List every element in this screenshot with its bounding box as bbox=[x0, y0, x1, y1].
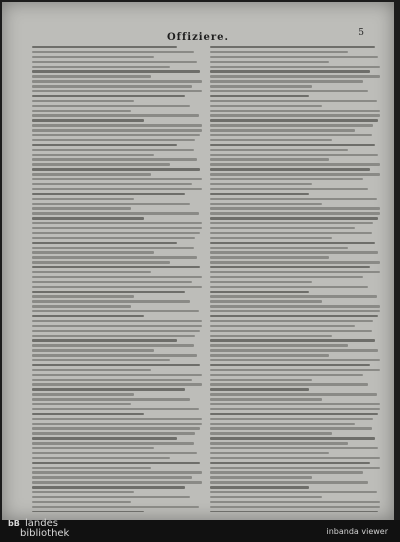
text-line-placeholder bbox=[32, 75, 151, 77]
text-line-placeholder bbox=[32, 154, 154, 156]
text-line-placeholder bbox=[32, 393, 134, 395]
text-line-placeholder bbox=[32, 217, 144, 219]
text-line-placeholder bbox=[210, 222, 373, 224]
text-line-placeholder bbox=[32, 462, 200, 464]
text-line-placeholder bbox=[210, 344, 348, 346]
text-line-placeholder bbox=[32, 325, 202, 327]
text-line-placeholder bbox=[210, 418, 373, 420]
text-line-placeholder bbox=[210, 408, 380, 410]
text-line-placeholder bbox=[32, 203, 190, 205]
text-line-placeholder bbox=[210, 266, 370, 268]
text-line-placeholder bbox=[210, 462, 370, 464]
text-line-placeholder bbox=[210, 129, 355, 131]
text-line-placeholder bbox=[210, 442, 348, 444]
text-line-placeholder bbox=[210, 154, 378, 156]
text-line-placeholder bbox=[32, 261, 170, 263]
text-line-placeholder bbox=[32, 423, 202, 425]
text-line-placeholder bbox=[210, 413, 378, 415]
text-line-placeholder bbox=[210, 217, 378, 219]
text-line-placeholder bbox=[32, 476, 192, 478]
text-line-placeholder bbox=[210, 325, 355, 327]
text-line-placeholder bbox=[210, 339, 375, 341]
text-line-placeholder bbox=[210, 247, 348, 249]
text-line-placeholder bbox=[210, 437, 375, 439]
text-line-placeholder bbox=[210, 163, 380, 165]
text-line-placeholder bbox=[32, 232, 200, 234]
text-line-placeholder bbox=[32, 276, 202, 278]
text-line-placeholder bbox=[210, 496, 322, 498]
text-line-placeholder bbox=[32, 188, 202, 190]
text-line-placeholder bbox=[32, 286, 202, 288]
text-line-placeholder bbox=[32, 61, 197, 63]
text-line-placeholder bbox=[32, 198, 134, 200]
text-line-placeholder bbox=[210, 134, 372, 136]
text-line-placeholder bbox=[210, 310, 380, 312]
text-line-placeholder bbox=[32, 408, 199, 410]
text-line-placeholder bbox=[210, 183, 312, 185]
text-line-placeholder bbox=[32, 173, 151, 175]
text-line-placeholder bbox=[210, 188, 368, 190]
text-line-placeholder bbox=[210, 56, 378, 58]
text-line-placeholder bbox=[32, 432, 195, 434]
text-line-placeholder bbox=[210, 383, 368, 385]
text-line-placeholder bbox=[32, 364, 200, 366]
text-line-placeholder bbox=[210, 212, 380, 214]
text-line-placeholder bbox=[32, 506, 199, 508]
text-line-placeholder bbox=[32, 359, 170, 361]
text-line-placeholder bbox=[32, 134, 200, 136]
text-line-placeholder bbox=[32, 281, 192, 283]
text-line-placeholder bbox=[32, 46, 177, 48]
text-line-placeholder bbox=[32, 305, 131, 307]
text-line-placeholder bbox=[32, 501, 131, 503]
text-line-placeholder bbox=[210, 403, 380, 405]
text-line-placeholder bbox=[210, 95, 309, 97]
page-heading: Offiziere. bbox=[166, 32, 230, 43]
text-line-placeholder bbox=[32, 320, 202, 322]
text-line-placeholder bbox=[32, 295, 134, 297]
text-line-placeholder bbox=[32, 193, 185, 195]
text-line-placeholder bbox=[210, 114, 380, 116]
text-line-placeholder bbox=[210, 398, 322, 400]
text-line-placeholder bbox=[210, 178, 363, 180]
text-line-placeholder bbox=[210, 232, 372, 234]
text-line-placeholder bbox=[32, 110, 131, 112]
text-line-placeholder bbox=[210, 330, 372, 332]
text-line-placeholder bbox=[210, 286, 368, 288]
text-line-placeholder bbox=[32, 330, 200, 332]
text-column-right bbox=[210, 46, 380, 512]
text-line-placeholder bbox=[210, 291, 309, 293]
text-line-placeholder bbox=[210, 476, 312, 478]
text-line-placeholder bbox=[32, 369, 151, 371]
text-line-placeholder bbox=[210, 168, 370, 170]
text-line-placeholder bbox=[210, 110, 380, 112]
text-line-placeholder bbox=[210, 300, 322, 302]
text-line-placeholder bbox=[210, 198, 377, 200]
text-line-placeholder bbox=[210, 481, 368, 483]
text-line-placeholder bbox=[32, 242, 177, 244]
text-columns bbox=[32, 46, 380, 512]
text-line-placeholder bbox=[32, 237, 195, 239]
text-line-placeholder bbox=[210, 369, 380, 371]
text-line-placeholder bbox=[32, 335, 195, 337]
text-line-placeholder bbox=[210, 149, 348, 151]
text-line-placeholder bbox=[32, 129, 202, 131]
text-line-placeholder bbox=[210, 70, 370, 72]
viewer-footer bbox=[0, 520, 400, 542]
text-line-placeholder bbox=[32, 114, 199, 116]
text-line-placeholder bbox=[32, 163, 170, 165]
text-line-placeholder bbox=[210, 251, 378, 253]
text-line-placeholder bbox=[210, 85, 312, 87]
text-line-placeholder bbox=[210, 349, 378, 351]
text-line-placeholder bbox=[32, 511, 144, 512]
text-line-placeholder bbox=[32, 51, 194, 53]
text-line-placeholder bbox=[210, 295, 377, 297]
text-line-placeholder bbox=[32, 471, 202, 473]
text-line-placeholder bbox=[210, 90, 368, 92]
text-line-placeholder bbox=[210, 320, 373, 322]
text-line-placeholder bbox=[210, 388, 309, 390]
text-line-placeholder bbox=[32, 256, 197, 258]
text-line-placeholder bbox=[32, 452, 197, 454]
logo-mark: bB bbox=[8, 519, 20, 528]
text-line-placeholder bbox=[210, 423, 355, 425]
text-line-placeholder bbox=[32, 388, 185, 390]
text-line-placeholder bbox=[210, 467, 380, 469]
text-line-placeholder bbox=[32, 344, 194, 346]
logo-text-bibliothek: bibliothek bbox=[20, 528, 70, 539]
page-number: 5 bbox=[358, 28, 364, 38]
text-line-placeholder bbox=[210, 447, 378, 449]
text-line-placeholder bbox=[32, 149, 194, 151]
text-line-placeholder bbox=[210, 46, 375, 48]
text-line-placeholder bbox=[210, 124, 373, 126]
text-line-placeholder bbox=[210, 457, 380, 459]
text-line-placeholder bbox=[32, 80, 202, 82]
text-line-placeholder bbox=[32, 457, 170, 459]
text-line-placeholder bbox=[32, 100, 134, 102]
text-line-placeholder bbox=[32, 486, 185, 488]
text-line-placeholder bbox=[32, 315, 144, 317]
text-line-placeholder bbox=[210, 511, 378, 512]
text-column-left bbox=[32, 46, 202, 512]
text-line-placeholder bbox=[32, 178, 202, 180]
text-line-placeholder bbox=[210, 276, 363, 278]
text-line-placeholder bbox=[32, 374, 202, 376]
text-line-placeholder bbox=[32, 247, 194, 249]
text-line-placeholder bbox=[210, 335, 332, 337]
text-line-placeholder bbox=[32, 418, 202, 420]
text-line-placeholder bbox=[32, 90, 202, 92]
text-line-placeholder bbox=[32, 427, 200, 429]
text-line-placeholder bbox=[210, 80, 363, 82]
text-line-placeholder bbox=[210, 359, 380, 361]
text-line-placeholder bbox=[210, 281, 312, 283]
text-line-placeholder bbox=[32, 56, 154, 58]
text-line-placeholder bbox=[32, 467, 151, 469]
text-line-placeholder bbox=[210, 471, 363, 473]
text-line-placeholder bbox=[210, 237, 332, 239]
text-line-placeholder bbox=[210, 315, 378, 317]
text-line-placeholder bbox=[32, 291, 185, 293]
text-line-placeholder bbox=[210, 354, 329, 356]
text-line-placeholder bbox=[32, 66, 170, 68]
text-line-placeholder bbox=[210, 393, 377, 395]
text-line-placeholder bbox=[210, 261, 380, 263]
text-line-placeholder bbox=[32, 212, 199, 214]
text-line-placeholder bbox=[32, 481, 202, 483]
text-line-placeholder bbox=[210, 256, 329, 258]
text-line-placeholder bbox=[210, 501, 380, 503]
text-line-placeholder bbox=[32, 227, 202, 229]
text-line-placeholder bbox=[210, 144, 375, 146]
text-line-placeholder bbox=[210, 119, 378, 121]
text-line-placeholder bbox=[210, 452, 329, 454]
text-line-placeholder bbox=[210, 139, 332, 141]
text-line-placeholder bbox=[32, 183, 192, 185]
text-line-placeholder bbox=[32, 437, 177, 439]
text-line-placeholder bbox=[32, 413, 144, 415]
text-line-placeholder bbox=[32, 124, 202, 126]
text-line-placeholder bbox=[210, 486, 309, 488]
text-line-placeholder bbox=[32, 251, 154, 253]
text-line-placeholder bbox=[32, 222, 202, 224]
text-line-placeholder bbox=[32, 403, 131, 405]
text-line-placeholder bbox=[210, 207, 380, 209]
text-line-placeholder bbox=[210, 432, 332, 434]
text-line-placeholder bbox=[32, 379, 192, 381]
text-line-placeholder bbox=[210, 227, 355, 229]
text-line-placeholder bbox=[32, 496, 190, 498]
text-line-placeholder bbox=[32, 354, 197, 356]
text-line-placeholder bbox=[210, 61, 329, 63]
text-line-placeholder bbox=[210, 491, 377, 493]
text-line-placeholder bbox=[32, 310, 199, 312]
text-line-placeholder bbox=[210, 305, 380, 307]
text-line-placeholder bbox=[210, 193, 309, 195]
text-line-placeholder bbox=[32, 168, 200, 170]
text-line-placeholder bbox=[210, 364, 370, 366]
text-line-placeholder bbox=[32, 383, 202, 385]
text-line-placeholder bbox=[210, 75, 380, 77]
text-line-placeholder bbox=[210, 506, 380, 508]
text-line-placeholder bbox=[32, 70, 200, 72]
text-line-placeholder bbox=[32, 339, 177, 341]
logo-text-landes: landes bbox=[25, 518, 58, 529]
text-line-placeholder bbox=[210, 271, 380, 273]
text-line-placeholder bbox=[32, 349, 154, 351]
text-line-placeholder bbox=[210, 100, 377, 102]
text-line-placeholder bbox=[32, 491, 134, 493]
viewer-label: inbanda viewer bbox=[326, 527, 388, 536]
text-line-placeholder bbox=[210, 427, 372, 429]
text-line-placeholder bbox=[32, 442, 194, 444]
text-line-placeholder bbox=[210, 66, 380, 68]
text-line-placeholder bbox=[32, 300, 190, 302]
text-line-placeholder bbox=[32, 119, 144, 121]
text-line-placeholder bbox=[32, 105, 190, 107]
text-line-placeholder bbox=[32, 447, 154, 449]
text-line-placeholder bbox=[210, 374, 363, 376]
text-line-placeholder bbox=[32, 266, 200, 268]
text-line-placeholder bbox=[210, 379, 312, 381]
text-line-placeholder bbox=[210, 242, 375, 244]
library-logo bbox=[8, 519, 69, 539]
text-line-placeholder bbox=[210, 158, 329, 160]
text-line-placeholder bbox=[32, 207, 131, 209]
text-line-placeholder bbox=[32, 144, 177, 146]
text-line-placeholder bbox=[210, 105, 322, 107]
text-line-placeholder bbox=[32, 398, 190, 400]
text-line-placeholder bbox=[32, 85, 192, 87]
text-line-placeholder bbox=[32, 95, 185, 97]
scanned-page bbox=[2, 2, 394, 520]
text-line-placeholder bbox=[210, 173, 380, 175]
text-line-placeholder bbox=[210, 51, 348, 53]
text-line-placeholder bbox=[210, 203, 322, 205]
text-line-placeholder bbox=[32, 158, 197, 160]
text-line-placeholder bbox=[32, 271, 151, 273]
text-line-placeholder bbox=[32, 139, 195, 141]
